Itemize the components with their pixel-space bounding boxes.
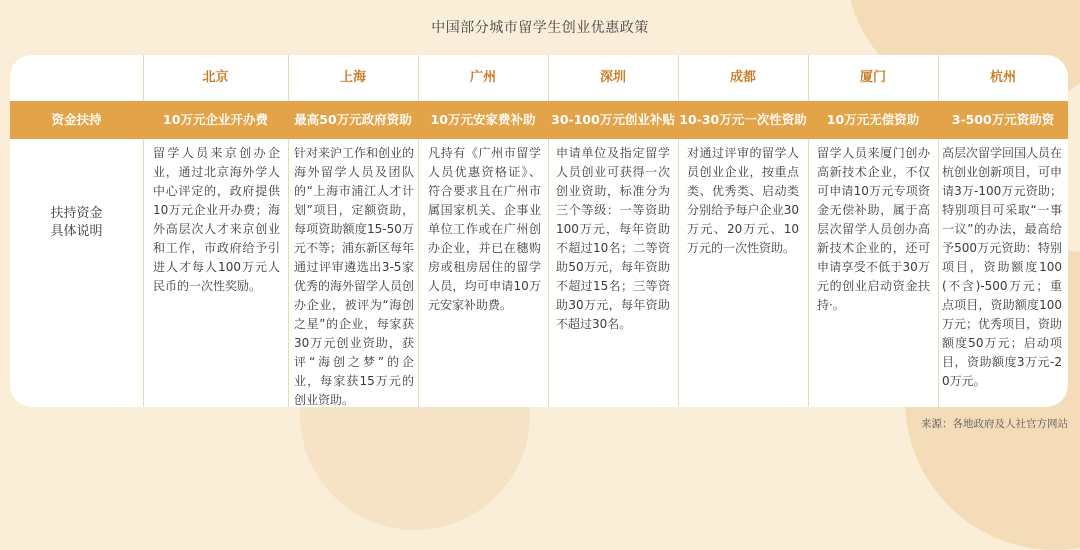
column-header-hangzhou: 杭州 bbox=[989, 70, 1016, 85]
detail-text-beijing: 留学人员来京创办企业，通过北京海外学人中心评定的，政府提供10万元企业开办费；海外高层次人才来京创业和工作，市政府给予引进人才每人100万元人民币的一次性奖励。 bbox=[153, 146, 280, 293]
detail-text-hangzhou: 高层次留学回国人员在杭创业创新项目，可申请3万-100万元资助；特别项目可采取“一事一议”的办法，最高给予500万元资助：特别项目，资助额度100(不含)-500万元；重点项目，资助额度100万元；优秀项目，资助额度50万元；启动项目，资助额度3万元-20万元。 bbox=[942, 146, 1063, 388]
column-header-shenzhen: 深圳 bbox=[599, 70, 626, 85]
column-header-shanghai: 上海 bbox=[339, 70, 366, 85]
funding-value-shenzhen: 30-100万元创业补贴 bbox=[551, 112, 675, 127]
funding-value-beijing: 10万元企业开办费 bbox=[163, 112, 268, 127]
detail-text-xiamen: 留学人员来厦门创办高新技术企业，不仅可申请10万元专项资金无偿补助，属于高层次留学人员创办高新技术企业的，还可申请享受不低于30万元的创业启动资金扶持·。 bbox=[817, 146, 930, 312]
column-header-guangzhou: 广州 bbox=[469, 70, 496, 85]
detail-row-label-line1: 扶持资金 bbox=[50, 206, 103, 221]
detail-text-shenzhen: 申请单位及指定留学人员创业可获得一次创业资助，标准分为三个等级：一等资助100万元，每年资助不超过10名；二等资助50万元，每年资助不超过15名；三等资助30万元，每年资助不超过30名。 bbox=[556, 146, 670, 331]
funding-value-chengdu: 10-30万元一次性资助 bbox=[679, 112, 807, 127]
page-title: 中国部分城市留学生创业优惠政策 bbox=[431, 20, 649, 36]
detail-text-chengdu: 对通过评审的留学人员创业企业，按重点类、优秀类、启动类分别给予每户企业30万元、20万元、10万元的一次性资助。 bbox=[687, 146, 799, 255]
funding-value-hangzhou: 3-500万元资助资 bbox=[951, 112, 1055, 127]
source-note: 来源：各地政府及人社官方网站 bbox=[921, 418, 1068, 430]
column-header-chengdu: 成都 bbox=[729, 70, 756, 85]
detail-row-label bbox=[10, 205, 143, 241]
funding-value-shanghai: 最高50万元政府资助 bbox=[294, 112, 412, 127]
funding-row-label: 资金扶持 bbox=[51, 112, 102, 127]
funding-value-guangzhou: 10万元安家费补助 bbox=[430, 112, 536, 127]
policy-table bbox=[10, 55, 1068, 407]
detail-row-label-line2: 具体说明 bbox=[50, 224, 103, 239]
column-header-xiamen: 厦门 bbox=[859, 70, 886, 85]
detail-text-shanghai: 针对来沪工作和创业的海外留学人员及团队的“上海市浦江人才计划”项目，定额资助，每项资助额度15-50万元不等；浦东新区每年通过评审遴选出3-5家优秀的海外留学人员创办企业，被评为“海创之星”的企业，每家获30万元创业资助，获评“海创之梦”的企业，每家获15万元的创业资助。 bbox=[294, 146, 415, 407]
detail-text-guangzhou: 凡持有《广州市留学人员优惠资格证》、符合要求且在广州市属国家机关、企事业单位工作或在广州创办企业，并已在穗购房或租房居住的留学人员，均可申请10万元安家补助费。 bbox=[428, 146, 541, 312]
column-header-beijing: 北京 bbox=[202, 70, 229, 85]
funding-value-xiamen: 10万元无偿资助 bbox=[826, 112, 920, 127]
